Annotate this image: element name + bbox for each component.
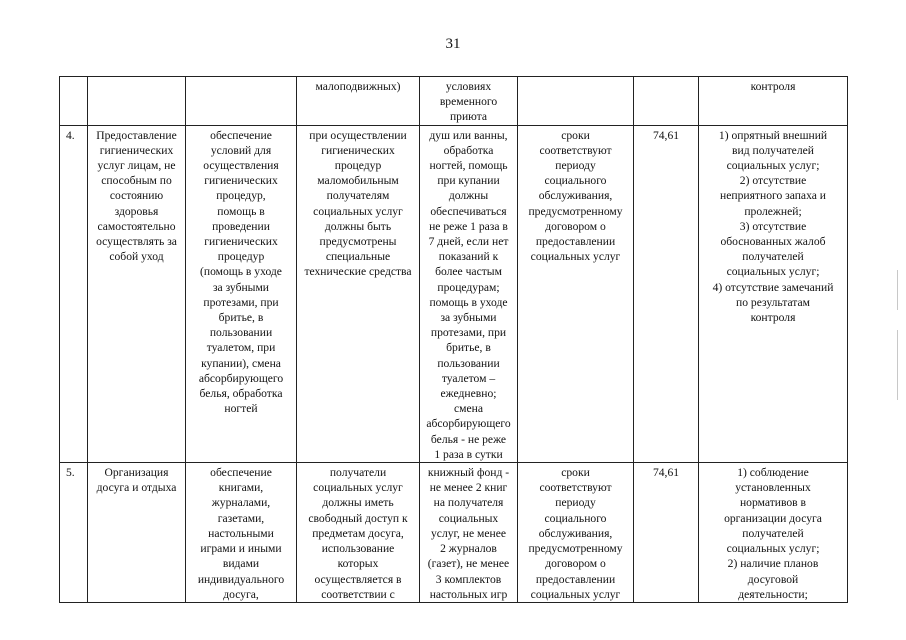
- table-row: [60, 125, 848, 462]
- cell-description: обеспечение книгами, журналами, газетами, настольными играми и иными видами индивидуального досуга,: [186, 463, 297, 603]
- cell-quality: 1) соблюдение установленных нормативов в организации досуга получателей социальных услуг; 2) наличие планов досуговой деятельности;: [699, 463, 848, 603]
- cell-number: 5.: [60, 463, 88, 603]
- cell-cost: [634, 77, 699, 126]
- cell-volume: книжный фонд - не менее 2 книг на получателя социальных услуг, не менее 2 журналов (газет), не менее 3 комплектов настольных игр: [420, 463, 518, 603]
- cell-terms: сроки соответствуют периоду социального обслуживания, предусмотренному договором о предоставлении социальных услуг: [518, 125, 634, 462]
- cell-service: Предоставление гигиенических услуг лицам, не способным по состоянию здоровья самостоятельно осуществлять за собой уход: [88, 125, 186, 462]
- cell-service: Организация досуга и отдыха: [88, 463, 186, 603]
- scan-edge-mark: [897, 270, 898, 310]
- cell-conditions: получатели социальных услуг должны иметь свободный доступ к предметам досуга, использование которых осуществляется в соответствии с: [297, 463, 420, 603]
- cell-number: 4.: [60, 125, 88, 462]
- cell-description: обеспечение условий для осуществления гигиенических процедур, помощь в проведении гигиенических процедур (помощь в уходе за зубными протезами, при бритье, в пользовании туалетом, при купании), смена абсорбирующего белья, обработка ногтей: [186, 125, 297, 462]
- cell-cost: 74,61: [634, 463, 699, 603]
- cell-conditions: при осуществлении гигиенических процедур маломобильным получателям социальных услуг должны быть предусмотрены специальные технические средства: [297, 125, 420, 462]
- cell-terms: [518, 77, 634, 126]
- page-number: 31: [445, 36, 461, 52]
- cell-number: [60, 77, 88, 126]
- cell-quality: контроля: [699, 77, 848, 126]
- services-table: [59, 76, 848, 603]
- cell-quality: 1) опрятный внешний вид получателей социальных услуг; 2) отсутствие неприятного запаха и пролежней; 3) отсутствие обоснованных жалоб получателей социальных услуг; 4) отсутствие замечаний по результатам контроля: [699, 125, 848, 462]
- scan-edge-mark: [897, 330, 898, 400]
- cell-volume: душ или ванны, обработка ногтей, помощь при купании должны обеспечиваться не реже 1 раза в 7 дней, если нет показаний к более частым процедурам; помощь в уходе за зубными протезами, при бритье, в пользовании туалетом – ежедневно; смена абсорбирующего белья - не реже 1 раза в сутки: [420, 125, 518, 462]
- table-row: [60, 463, 848, 603]
- table-row: [60, 77, 848, 126]
- cell-terms: сроки соответствуют периоду социального обслуживания, предусмотренному договором о предоставлении социальных услуг: [518, 463, 634, 603]
- cell-cost: 74,61: [634, 125, 699, 462]
- cell-description: [186, 77, 297, 126]
- cell-volume: условиях временного приюта: [420, 77, 518, 126]
- cell-conditions: малоподвижных): [297, 77, 420, 126]
- cell-service: [88, 77, 186, 126]
